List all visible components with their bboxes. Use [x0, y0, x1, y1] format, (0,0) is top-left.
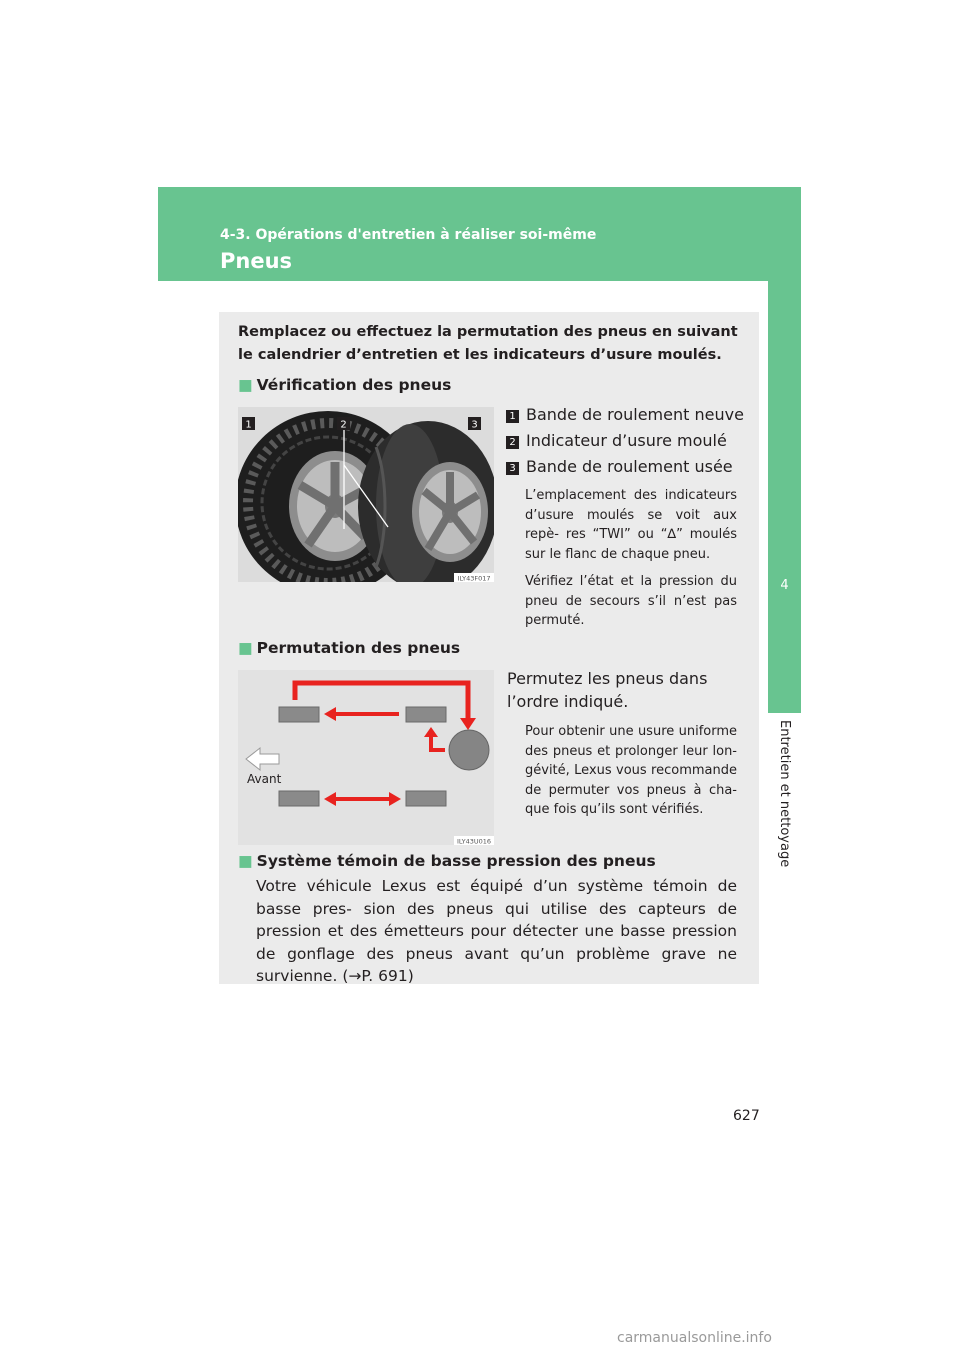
header-band — [158, 187, 801, 281]
square-bullet-icon: ■ — [238, 376, 253, 394]
legend-item-worn-tread: 3 Bande de roulement usée — [506, 457, 733, 477]
watermark: carmanualsonline.info — [617, 1330, 772, 1346]
square-bullet-icon: ■ — [238, 852, 253, 870]
page-title: Pneus — [220, 249, 293, 273]
tire-wear-illustration — [238, 407, 494, 582]
spare-tire-note: Vérifiez l’état et la pression du pneu de secours s’il n’est pas permuté. — [525, 574, 737, 628]
front-label: Avant — [247, 772, 282, 786]
image-code: ILY43F017 — [457, 574, 491, 582]
legend-item-new-tread: 1 Bande de roulement neuve — [506, 405, 744, 425]
tire-check-heading: ■ Vérification des pneus — [238, 376, 452, 394]
marker-3: 3 — [471, 419, 478, 431]
chapter-label: Entretien et nettoyage — [777, 720, 792, 868]
tire-rotation-heading: ■ Permutation des pneus — [238, 639, 461, 657]
section-label: 4-3. Opérations d'entretien à réaliser soi-même — [220, 227, 597, 243]
rotation-instruction: Permutez les pneus dans l’ordre indiqué. — [507, 669, 708, 711]
intro-text: Remplacez ou effectuez la permutation des pneus en suivant le calendrier d’entretien et les indicateurs d’usure moulés. — [238, 324, 738, 363]
marker-2: 2 — [340, 419, 347, 431]
legend-item-wear-indicator: 2 Indicateur d’usure moulé — [506, 431, 727, 451]
rotation-note: Pour obtenir une usure uniforme des pneus et prolonger leur lon- gévité, Lexus vous recommande de permuter vos pneus à cha- que fois qu’ils sont vérifiés. — [525, 724, 737, 817]
page-number: 627 — [733, 1108, 760, 1124]
image-code: ILY43U016 — [456, 837, 492, 845]
wear-indicator-note: L’emplacement des indicateurs d’usure moulés se voit aux repè- res “TWI” ou “∆” moulés sur le flanc de chaque pneu. — [525, 488, 737, 562]
chapter-number: 4 — [780, 578, 789, 593]
tpms-heading: ■ Système témoin de basse pression des pneus — [238, 852, 656, 870]
square-bullet-icon: ■ — [238, 639, 253, 657]
rotation-diagram — [238, 670, 494, 845]
tpms-text: Votre véhicule Lexus est équipé d’un système témoin de basse pres- sion des pneus qui utilise des capteurs de pression et des émetteurs pour détecter une basse pression de gonflage des pneus avant qu’un problème grave ne survienne. (→P. 691) — [256, 877, 737, 985]
marker-1: 1 — [245, 419, 252, 431]
content-panel — [219, 312, 759, 984]
chapter-tab[interactable] — [768, 281, 801, 713]
